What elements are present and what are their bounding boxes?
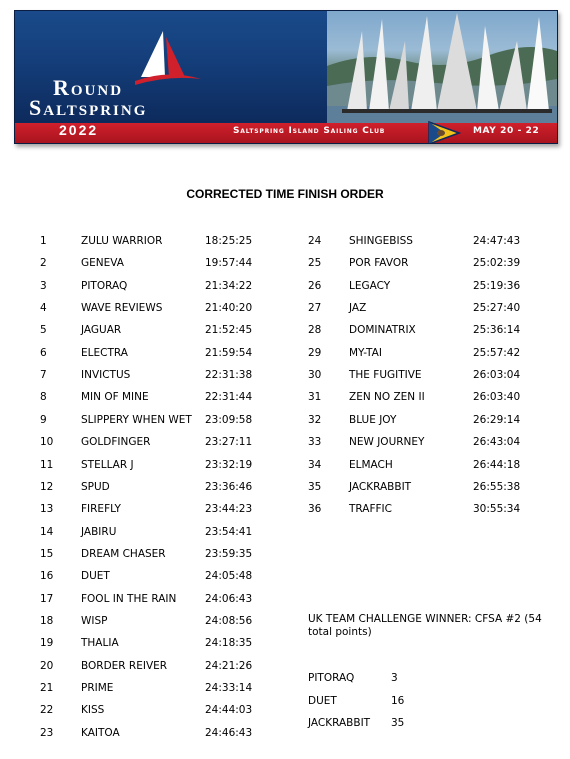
team-challenge-winner: UK TEAM CHALLENGE WINNER: CFSA #2 (54 total points) bbox=[308, 613, 542, 638]
corrected-time: 22:31:38 bbox=[205, 369, 253, 382]
team-member-boat: DUET bbox=[308, 695, 337, 707]
corrected-time: 24:08:56 bbox=[205, 614, 253, 627]
boat-name: JAZ bbox=[349, 302, 367, 315]
corrected-time: 23:59:35 bbox=[205, 547, 253, 560]
boat-name: PRIME bbox=[81, 682, 114, 694]
result-row bbox=[308, 300, 543, 316]
page-title: CORRECTED TIME FINISH ORDER bbox=[186, 187, 384, 201]
finish-position: 2 bbox=[40, 257, 47, 270]
corrected-time: 19:57:44 bbox=[205, 257, 253, 270]
boat-name: JAGUAR bbox=[81, 324, 122, 337]
logo-word-round: Round bbox=[53, 75, 124, 100]
finish-position: 18 bbox=[40, 614, 54, 627]
result-row bbox=[308, 367, 543, 383]
boat-name: DREAM CHASER bbox=[81, 547, 166, 560]
boat-name: LEGACY bbox=[349, 279, 391, 292]
boat-name: MIN OF MINE bbox=[81, 391, 149, 404]
corrected-time: 21:52:45 bbox=[205, 324, 253, 337]
finish-position: 14 bbox=[40, 525, 54, 538]
result-row bbox=[308, 345, 543, 361]
finish-position: 35 bbox=[308, 480, 322, 493]
result-row bbox=[40, 300, 275, 316]
finish-position: 30 bbox=[308, 369, 322, 382]
boat-name: SPUD bbox=[81, 480, 110, 493]
result-row bbox=[308, 389, 543, 405]
corrected-time: 26:43:04 bbox=[473, 436, 521, 449]
result-row bbox=[40, 613, 275, 629]
result-row bbox=[40, 389, 275, 405]
result-row bbox=[308, 479, 543, 495]
result-row bbox=[40, 412, 275, 428]
team-member-row bbox=[308, 715, 428, 731]
team-member-boat: JACKRABBIT bbox=[308, 717, 371, 729]
boat-name: SLIPPERY WHEN WET bbox=[81, 413, 192, 426]
result-row bbox=[40, 725, 275, 741]
corrected-time: 26:03:40 bbox=[473, 391, 521, 404]
boat-name: SHINGEBISS bbox=[349, 235, 413, 247]
result-row bbox=[308, 255, 543, 271]
finish-position: 24 bbox=[308, 235, 322, 247]
boat-name: BLUE JOY bbox=[349, 413, 397, 426]
boat-name: THE FUGITIVE bbox=[349, 369, 422, 382]
finish-position: 3 bbox=[40, 279, 47, 292]
corrected-time: 23:54:41 bbox=[205, 525, 253, 538]
sail-logo-icon bbox=[133, 29, 203, 89]
finish-position: 28 bbox=[308, 324, 322, 337]
finish-position: 7 bbox=[40, 369, 47, 382]
result-row bbox=[308, 457, 543, 473]
corrected-time: 26:29:14 bbox=[473, 413, 521, 426]
result-row bbox=[40, 702, 275, 718]
boat-name: WISP bbox=[81, 614, 108, 627]
finish-position: 27 bbox=[308, 302, 322, 315]
finish-position: 25 bbox=[308, 257, 322, 270]
corrected-time: 23:32:19 bbox=[205, 458, 253, 471]
result-row bbox=[40, 479, 275, 495]
result-row bbox=[40, 345, 275, 361]
finish-position: 6 bbox=[40, 346, 47, 359]
corrected-time: 22:31:44 bbox=[205, 391, 253, 404]
boat-name: ELECTRA bbox=[81, 346, 128, 359]
finish-position: 34 bbox=[308, 458, 322, 471]
finish-position: 17 bbox=[40, 592, 54, 605]
result-row bbox=[308, 233, 543, 249]
corrected-time: 24:18:35 bbox=[205, 637, 253, 650]
result-row bbox=[40, 635, 275, 651]
boat-name: STELLAR J bbox=[81, 458, 134, 471]
team-member-row bbox=[308, 693, 428, 709]
boat-name: KISS bbox=[81, 704, 105, 717]
event-year: 2022 bbox=[59, 122, 99, 138]
team-member-points: 35 bbox=[391, 717, 405, 729]
result-row bbox=[40, 233, 275, 249]
corrected-time: 24:44:03 bbox=[205, 704, 253, 717]
team-member-points: 3 bbox=[391, 672, 398, 684]
finish-position: 33 bbox=[308, 436, 322, 449]
result-row bbox=[40, 255, 275, 271]
result-row bbox=[40, 434, 275, 450]
result-row bbox=[308, 434, 543, 450]
result-row bbox=[40, 367, 275, 383]
finish-position: 23 bbox=[40, 726, 54, 739]
club-name: Saltspring Island Sailing Club bbox=[233, 126, 386, 136]
team-member-row bbox=[308, 670, 428, 686]
finish-position: 22 bbox=[40, 704, 54, 717]
boat-name: ZULU WARRIOR bbox=[81, 235, 163, 247]
boat-name: JACKRABBIT bbox=[349, 480, 412, 493]
boat-name: JABIRU bbox=[81, 525, 117, 538]
corrected-time: 24:33:14 bbox=[205, 682, 253, 694]
boat-name: FOOL IN THE RAIN bbox=[81, 592, 177, 605]
result-row bbox=[308, 412, 543, 428]
boat-name: NEW JOURNEY bbox=[349, 436, 425, 449]
finish-position: 36 bbox=[308, 503, 322, 516]
club-burgee-icon bbox=[427, 120, 461, 144]
corrected-time: 23:09:58 bbox=[205, 413, 253, 426]
boat-name: ZEN NO ZEN II bbox=[349, 391, 425, 404]
finish-position: 12 bbox=[40, 480, 54, 493]
boat-name: TRAFFIC bbox=[349, 503, 392, 516]
finish-position: 31 bbox=[308, 391, 322, 404]
finish-position: 8 bbox=[40, 391, 47, 404]
finish-position: 13 bbox=[40, 503, 54, 516]
result-row bbox=[40, 680, 275, 696]
finish-position: 15 bbox=[40, 547, 54, 560]
corrected-time: 23:36:46 bbox=[205, 480, 253, 493]
result-row bbox=[40, 658, 275, 674]
result-row bbox=[40, 524, 275, 540]
logo-word-saltspring: Saltspring bbox=[29, 95, 148, 120]
result-row bbox=[40, 501, 275, 517]
finish-position: 4 bbox=[40, 302, 47, 315]
corrected-time: 25:36:14 bbox=[473, 324, 521, 337]
finish-position: 10 bbox=[40, 436, 54, 449]
finish-position: 5 bbox=[40, 324, 47, 337]
corrected-time: 21:59:54 bbox=[205, 346, 253, 359]
corrected-time: 25:27:40 bbox=[473, 302, 521, 315]
team-member-boat: PITORAQ bbox=[308, 672, 355, 684]
finish-position: 29 bbox=[308, 346, 322, 359]
boat-name: THALIA bbox=[81, 637, 119, 650]
result-row bbox=[40, 546, 275, 562]
corrected-time: 24:05:48 bbox=[205, 570, 253, 583]
result-row bbox=[308, 501, 543, 517]
result-row bbox=[308, 278, 543, 294]
finish-position: 16 bbox=[40, 570, 54, 583]
corrected-time: 24:06:43 bbox=[205, 592, 253, 605]
finish-position: 1 bbox=[40, 235, 47, 247]
event-dates: MAY 20 - 22 bbox=[473, 126, 540, 136]
finish-position: 11 bbox=[40, 458, 54, 471]
result-row bbox=[308, 322, 543, 338]
finish-position: 20 bbox=[40, 659, 54, 672]
boat-name: INVICTUS bbox=[81, 369, 131, 382]
corrected-time: 26:44:18 bbox=[473, 458, 521, 471]
boat-name: GENEVA bbox=[81, 257, 124, 270]
boat-name: BORDER REIVER bbox=[81, 659, 168, 672]
finish-position: 19 bbox=[40, 637, 54, 650]
boat-name: MY-TAI bbox=[349, 346, 382, 359]
finish-position: 21 bbox=[40, 682, 54, 694]
event-banner bbox=[14, 10, 558, 144]
corrected-time: 24:47:43 bbox=[473, 235, 521, 247]
finish-position: 32 bbox=[308, 413, 322, 426]
corrected-time: 30:55:34 bbox=[473, 503, 521, 516]
result-row bbox=[40, 278, 275, 294]
corrected-time: 25:19:36 bbox=[473, 279, 521, 292]
corrected-time: 24:46:43 bbox=[205, 726, 253, 739]
result-row bbox=[40, 457, 275, 473]
corrected-time: 25:02:39 bbox=[473, 257, 521, 270]
boat-name: KAITOA bbox=[81, 726, 120, 739]
corrected-time: 18:25:25 bbox=[205, 235, 253, 247]
finish-position: 26 bbox=[308, 279, 322, 292]
boat-name: PITORAQ bbox=[81, 279, 128, 292]
sailboats-photo bbox=[327, 11, 557, 123]
corrected-time: 21:34:22 bbox=[205, 279, 253, 292]
result-row bbox=[40, 591, 275, 607]
boat-name: ELMACH bbox=[349, 458, 393, 471]
team-member-points: 16 bbox=[391, 695, 405, 707]
boat-name: FIREFLY bbox=[81, 503, 121, 516]
corrected-time: 26:55:38 bbox=[473, 480, 521, 493]
corrected-time: 21:40:20 bbox=[205, 302, 253, 315]
boat-name: DOMINATRIX bbox=[349, 324, 416, 337]
corrected-time: 26:03:04 bbox=[473, 369, 521, 382]
boat-name: GOLDFINGER bbox=[81, 436, 151, 449]
corrected-time: 23:44:23 bbox=[205, 503, 253, 516]
boat-name: POR FAVOR bbox=[349, 257, 409, 270]
corrected-time: 24:21:26 bbox=[205, 659, 253, 672]
boat-name: DUET bbox=[81, 570, 110, 583]
result-row bbox=[40, 322, 275, 338]
result-row bbox=[40, 568, 275, 584]
corrected-time: 25:57:42 bbox=[473, 346, 521, 359]
finish-position: 9 bbox=[40, 413, 47, 426]
corrected-time: 23:27:11 bbox=[205, 436, 253, 449]
boat-name: WAVE REVIEWS bbox=[81, 302, 163, 315]
